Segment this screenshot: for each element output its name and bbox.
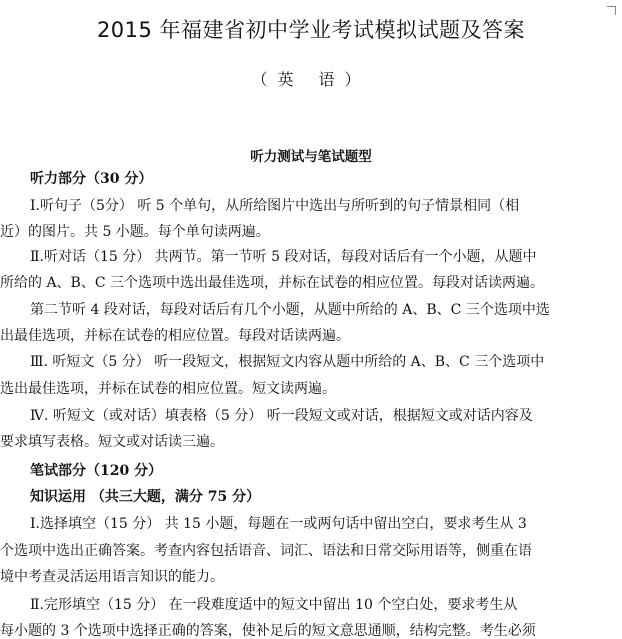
paragraph-line: 知识运用 （共三大题，满分 75 分）	[30, 489, 261, 505]
document-title: 2015 年福建省初中学业考试模拟试题及答案	[96, 18, 526, 42]
paragraph-line: 近）的图片。共 5 小题。每个单句读两遍。	[0, 224, 270, 240]
paragraph-line: Ⅱ.听对话（15 分） 共两节。第一节听 5 段对话，每段对话后有一个小题，从题中	[30, 249, 537, 265]
paragraph-line: Ⅳ. 听短文（或对话）填表格（5 分） 听一段短文或对话，根据短文或对话内容及	[30, 408, 533, 424]
section-heading: 听力测试与笔试题型	[250, 149, 372, 165]
paragraph-line: 出最佳选项，并标在试卷的相应位置。每段对话读两遍。	[0, 328, 350, 344]
paragraph-line: 个选项中选出正确答案。考查内容包括语音、词汇、语法和日常交际用语等，侧重在语	[0, 543, 532, 559]
paragraph-line: Ⅲ. 听短文（5 分） 听一段短文，根据短文内容从题中所给的 A、B、C 三个选项中	[30, 354, 545, 370]
paragraph-line: 笔试部分（120 分）	[30, 463, 163, 479]
paragraph-line: Ⅱ.完形填空（15 分） 在一段难度适中的短文中留出 10 个空白处，要求考生从	[30, 597, 518, 613]
paragraph-line: 每小题的 3 个选项中选择正确的答案，使补足后的短文意思通顺，结构完整。考生必须	[0, 623, 536, 639]
paragraph-line: Ⅰ.听句子（5分） 听 5 个单句，从所给图片中选出与所听到的句子情景相同（相	[30, 198, 520, 214]
paragraph-line: 所给的 A、B、C 三个选项中选出最佳选项，并标在试卷的相应位置。每段对话读两遍。	[0, 275, 545, 291]
paragraph-line: 第二节听 4 段对话，每段对话后有几个小题，从题中所给的 A、B、C 三个选项中选	[30, 302, 550, 318]
paragraph-line: Ⅰ.选择填空（15 分） 共 15 小题，每题在一或两句话中留出空白，要求考生从 3	[30, 516, 527, 532]
paragraph-line: 选出最佳选项，并标在试卷的相应位置。短文读两遍。	[0, 381, 336, 397]
paragraph-line: 境中考查灵活运用语言知识的能力。	[0, 569, 224, 585]
paragraph-line: 听力部分（30 分）	[30, 171, 153, 187]
paragraph-line: 要求填写表格。短文或对话读三遍。	[0, 434, 224, 450]
document-subject: （英 语）	[251, 70, 371, 89]
